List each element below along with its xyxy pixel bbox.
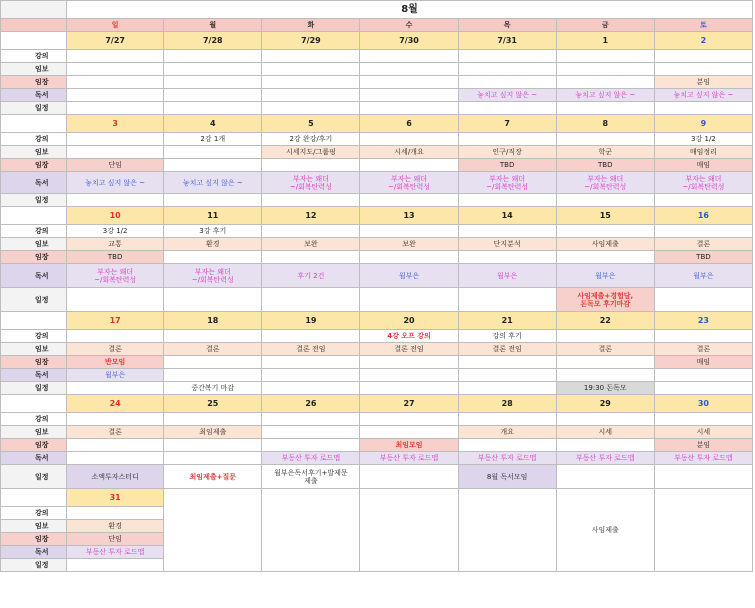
cell[interactable] — [67, 439, 164, 452]
row-label-lecture: 강의 — [1, 413, 67, 426]
cell-line: ~/회복탄력성 — [387, 182, 431, 191]
cell[interactable] — [360, 102, 458, 115]
cell[interactable] — [164, 264, 262, 288]
cell[interactable] — [360, 369, 458, 382]
cell[interactable] — [556, 465, 654, 489]
date-cell: 30 — [654, 395, 752, 413]
date-cell: 28 — [458, 395, 556, 413]
date-cell: 31 — [67, 489, 164, 507]
cell[interactable] — [556, 439, 654, 452]
cell[interactable] — [556, 330, 654, 343]
cell[interactable] — [458, 194, 556, 207]
cell[interactable] — [654, 382, 752, 395]
cell[interactable] — [360, 356, 458, 369]
cell[interactable] — [262, 194, 360, 207]
cell[interactable] — [556, 172, 654, 194]
cell[interactable] — [556, 288, 654, 312]
corner-cell — [1, 19, 67, 32]
cell[interactable] — [360, 63, 458, 76]
cell[interactable] — [458, 489, 556, 572]
week-label — [1, 489, 67, 507]
row-label-report: 임보 — [1, 343, 67, 356]
cell[interactable] — [360, 465, 458, 489]
cell[interactable] — [164, 369, 262, 382]
cell[interactable] — [458, 225, 556, 238]
row-label-report: 임보 — [1, 520, 67, 533]
cell[interactable] — [458, 76, 556, 89]
cell[interactable] — [67, 452, 164, 465]
cell[interactable] — [262, 225, 360, 238]
row-label-report: 임보 — [1, 426, 67, 439]
cell[interactable]: 결론 — [654, 238, 752, 251]
date-cell: 24 — [67, 395, 164, 413]
weekday-mon: 월 — [164, 19, 262, 32]
cell-line: ~/회복탄력성 — [289, 182, 332, 191]
cell[interactable] — [556, 102, 654, 115]
date-cell: 1 — [556, 32, 654, 50]
row-label-imjang: 임장 — [1, 439, 67, 452]
row-label-lecture: 강의 — [1, 50, 67, 63]
cell[interactable] — [360, 50, 458, 63]
cell[interactable] — [262, 382, 360, 395]
date-cell: 22 — [556, 312, 654, 330]
cell[interactable]: 월부은 — [458, 264, 556, 288]
cell[interactable] — [654, 50, 752, 63]
row-label-lecture: 강의 — [1, 330, 67, 343]
row-label-report: 임보 — [1, 63, 67, 76]
cell[interactable] — [458, 251, 556, 264]
cell[interactable]: 놓치고 싶지 않은 ~ — [556, 89, 654, 102]
cell[interactable] — [164, 330, 262, 343]
corner-cell — [1, 1, 67, 19]
row-label-lecture: 강의 — [1, 225, 67, 238]
cell[interactable] — [654, 225, 752, 238]
cell[interactable] — [654, 369, 752, 382]
cell[interactable] — [262, 251, 360, 264]
cell[interactable] — [458, 369, 556, 382]
cell[interactable] — [556, 133, 654, 146]
date-cell: 21 — [458, 312, 556, 330]
cell[interactable] — [67, 102, 164, 115]
cell[interactable]: 중간복기 마감 — [164, 382, 262, 395]
row-label-reading: 독서 — [1, 89, 67, 102]
cell[interactable]: 시세 — [654, 426, 752, 439]
week-label — [1, 312, 67, 330]
cell[interactable] — [67, 76, 164, 89]
weekday-fri: 금 — [556, 19, 654, 32]
cell[interactable] — [262, 465, 360, 489]
cell[interactable]: 개요 — [458, 426, 556, 439]
cell[interactable]: 월부은 — [360, 264, 458, 288]
cell[interactable] — [556, 356, 654, 369]
cell[interactable]: 학군 — [556, 146, 654, 159]
cell[interactable]: 부동산 투자 로드맵 — [458, 452, 556, 465]
month-title: 8월 — [67, 1, 753, 19]
cell[interactable]: 분임 — [654, 439, 752, 452]
cell-line: 부자는 왜더 — [685, 174, 722, 183]
cell[interactable]: 매임 — [654, 356, 752, 369]
cell[interactable] — [654, 194, 752, 207]
row-label-imjang: 임장 — [1, 356, 67, 369]
cell[interactable]: TBD — [556, 159, 654, 172]
cell[interactable] — [360, 76, 458, 89]
cell[interactable] — [458, 382, 556, 395]
cell[interactable] — [262, 288, 360, 312]
row-label-reading: 독서 — [1, 172, 67, 194]
cell[interactable]: 최임제출 — [164, 426, 262, 439]
cell[interactable]: TBD — [458, 159, 556, 172]
cell-line: ~/회복탄력성 — [94, 275, 137, 284]
cell[interactable] — [360, 251, 458, 264]
row-label-imjang: 임장 — [1, 251, 67, 264]
cell[interactable] — [262, 89, 360, 102]
cell-line: ~/회복탄력성 — [584, 182, 627, 191]
date-cell: 6 — [360, 115, 458, 133]
cell[interactable] — [556, 413, 654, 426]
cell[interactable]: 강의 후기 — [458, 330, 556, 343]
date-cell: 2 — [654, 32, 752, 50]
cell[interactable]: 최임모임 — [360, 439, 458, 452]
cell[interactable]: 결론 — [164, 343, 262, 356]
cell-line: 부자는 왜더 — [194, 267, 231, 276]
cell[interactable]: 단임 — [67, 159, 164, 172]
cell[interactable] — [654, 489, 752, 572]
cell[interactable]: 결론 — [67, 343, 164, 356]
date-cell: 3 — [67, 115, 164, 133]
cell[interactable]: 환경 — [67, 520, 164, 533]
cell[interactable] — [458, 413, 556, 426]
cell[interactable] — [67, 63, 164, 76]
cell[interactable]: 시세지도/그룹핑 — [262, 146, 360, 159]
cell[interactable] — [67, 133, 164, 146]
cell[interactable] — [67, 50, 164, 63]
cell[interactable] — [360, 426, 458, 439]
row-label-imjang: 임장 — [1, 76, 67, 89]
date-cell: 7 — [458, 115, 556, 133]
date-cell: 19 — [262, 312, 360, 330]
cell[interactable] — [164, 159, 262, 172]
cell[interactable]: 월부은 — [654, 264, 752, 288]
date-cell: 13 — [360, 207, 458, 225]
cell[interactable]: 2강 완강/후기 — [262, 133, 360, 146]
cell[interactable] — [262, 489, 360, 572]
weekday-wed: 수 — [360, 19, 458, 32]
cell[interactable]: 결론 전임 — [360, 343, 458, 356]
date-cell: 7/28 — [164, 32, 262, 50]
row-label-schedule: 일정 — [1, 288, 67, 312]
cell[interactable] — [164, 413, 262, 426]
cell-line: ~/회복탄력성 — [191, 275, 234, 284]
cell[interactable]: 보완 — [262, 238, 360, 251]
cell[interactable] — [164, 489, 262, 572]
week-label — [1, 395, 67, 413]
cell[interactable] — [164, 76, 262, 89]
cell[interactable]: 단지분석 — [458, 238, 556, 251]
cell[interactable]: 8월 독서모임 — [458, 465, 556, 489]
cell[interactable] — [654, 288, 752, 312]
cell[interactable]: 분임 — [654, 76, 752, 89]
row-label-lecture: 강의 — [1, 507, 67, 520]
weekday-tue: 화 — [262, 19, 360, 32]
cell[interactable] — [360, 382, 458, 395]
cell[interactable] — [262, 369, 360, 382]
cell-line: ~/회복탄력성 — [486, 182, 529, 191]
cell[interactable]: 2강 1개 — [164, 133, 262, 146]
cell[interactable]: 월부은 — [67, 369, 164, 382]
cell[interactable]: 최임제출+질문 — [164, 465, 262, 489]
weekday-sat: 토 — [654, 19, 752, 32]
date-cell: 27 — [360, 395, 458, 413]
cell[interactable]: 부동산 투자 로드맵 — [262, 452, 360, 465]
cell-line: 월부은독서후기+발제문 — [274, 468, 348, 477]
cell[interactable] — [164, 452, 262, 465]
date-cell: 14 — [458, 207, 556, 225]
cell[interactable] — [654, 413, 752, 426]
weekday-sun: 일 — [67, 19, 164, 32]
cell[interactable] — [67, 146, 164, 159]
cell[interactable] — [164, 439, 262, 452]
cell[interactable] — [360, 489, 458, 572]
cell-line: ~/회복탄력성 — [682, 182, 725, 191]
cell[interactable]: 결론 — [556, 343, 654, 356]
cell[interactable] — [556, 76, 654, 89]
cell[interactable] — [556, 225, 654, 238]
cell-line: 제출 — [304, 476, 318, 485]
cell[interactable]: 인구/직장 — [458, 146, 556, 159]
cell[interactable] — [262, 330, 360, 343]
cell[interactable]: 교통 — [67, 238, 164, 251]
cell[interactable] — [67, 288, 164, 312]
cell[interactable]: 부동산 투자 로드맵 — [67, 546, 164, 559]
cell[interactable] — [67, 330, 164, 343]
date-cell: 29 — [556, 395, 654, 413]
row-label-schedule: 일정 — [1, 465, 67, 489]
cell[interactable] — [360, 133, 458, 146]
cell[interactable] — [458, 172, 556, 194]
row-label-schedule: 일정 — [1, 382, 67, 395]
cell[interactable] — [164, 288, 262, 312]
cell-line: 부자는 왜더 — [292, 174, 329, 183]
cell[interactable] — [262, 102, 360, 115]
cell[interactable] — [556, 251, 654, 264]
row-label-schedule: 일정 — [1, 194, 67, 207]
row-label-reading: 독서 — [1, 264, 67, 288]
cell[interactable] — [262, 159, 360, 172]
cell[interactable] — [458, 63, 556, 76]
cell[interactable]: 월부은 — [556, 264, 654, 288]
cell[interactable] — [262, 356, 360, 369]
date-cell: 4 — [164, 115, 262, 133]
cell[interactable]: 사임제출 — [556, 238, 654, 251]
date-cell: 18 — [164, 312, 262, 330]
cell[interactable]: 소액투자스터디 — [67, 465, 164, 489]
cell[interactable]: 후기 2건 — [262, 264, 360, 288]
cell[interactable] — [67, 264, 164, 288]
cell[interactable] — [360, 172, 458, 194]
cell[interactable] — [458, 288, 556, 312]
cell[interactable]: 놓치고 싶지 않은 ~ — [654, 89, 752, 102]
cell[interactable] — [360, 413, 458, 426]
cell[interactable]: 결론 전임 — [458, 343, 556, 356]
date-cell: 26 — [262, 395, 360, 413]
cell[interactable]: 3강 후기 — [164, 225, 262, 238]
cell[interactable] — [654, 330, 752, 343]
cell[interactable] — [164, 50, 262, 63]
cell[interactable]: 놓치고 싶지 않은 ~ — [458, 89, 556, 102]
cell[interactable]: 단임 — [67, 533, 164, 546]
cell-line: 부자는 왜더 — [390, 174, 428, 183]
cell-line: 부자는 왜더 — [587, 174, 624, 183]
row-label-schedule: 일정 — [1, 559, 67, 572]
date-cell: 16 — [654, 207, 752, 225]
cell[interactable]: 결론 — [654, 343, 752, 356]
date-cell: 7/31 — [458, 32, 556, 50]
cell[interactable] — [262, 426, 360, 439]
cell[interactable]: 놓치고 싶지 않은 ~ — [67, 172, 164, 194]
row-label-imjang: 임장 — [1, 159, 67, 172]
cell[interactable] — [360, 89, 458, 102]
cell[interactable]: 4강 오프 강의 — [360, 330, 458, 343]
cell[interactable] — [458, 102, 556, 115]
date-cell: 23 — [654, 312, 752, 330]
cell[interactable] — [67, 559, 164, 572]
row-label-report: 임보 — [1, 146, 67, 159]
cell[interactable]: 놓치고 싶지 않은 ~ — [164, 172, 262, 194]
cell-line: 사임제출+경험담, — [577, 291, 634, 300]
date-cell: 5 — [262, 115, 360, 133]
cell[interactable] — [654, 172, 752, 194]
cell[interactable] — [360, 225, 458, 238]
cell[interactable] — [360, 194, 458, 207]
date-cell: 25 — [164, 395, 262, 413]
cell[interactable] — [360, 159, 458, 172]
cell[interactable]: 부동산 투자 로드맵 — [360, 452, 458, 465]
cell[interactable]: 매임정리 — [654, 146, 752, 159]
cell[interactable] — [654, 63, 752, 76]
date-cell: 8 — [556, 115, 654, 133]
row-label-reading: 독서 — [1, 546, 67, 559]
cell[interactable] — [262, 76, 360, 89]
cell[interactable] — [262, 439, 360, 452]
cell[interactable] — [360, 288, 458, 312]
cell[interactable] — [556, 63, 654, 76]
row-label-lecture: 강의 — [1, 133, 67, 146]
row-label-report: 임보 — [1, 238, 67, 251]
cell[interactable] — [654, 102, 752, 115]
date-cell: 11 — [164, 207, 262, 225]
cell[interactable] — [556, 369, 654, 382]
date-cell: 7/30 — [360, 32, 458, 50]
week-label — [1, 32, 67, 50]
cell[interactable]: 부동산 투자 로드맵 — [654, 452, 752, 465]
row-label-reading: 독서 — [1, 452, 67, 465]
cell[interactable] — [164, 356, 262, 369]
cell[interactable] — [164, 194, 262, 207]
cell[interactable] — [67, 413, 164, 426]
cell[interactable] — [458, 356, 556, 369]
cell[interactable] — [556, 194, 654, 207]
cell[interactable]: 반모임 — [67, 356, 164, 369]
cell[interactable]: 사임제출 — [556, 489, 654, 572]
row-label-imjang: 임장 — [1, 533, 67, 546]
cell[interactable] — [458, 439, 556, 452]
cell[interactable]: 결론 — [67, 426, 164, 439]
weekday-thu: 목 — [458, 19, 556, 32]
cell[interactable]: 환경 — [164, 238, 262, 251]
cell[interactable]: TBD — [67, 251, 164, 264]
cell[interactable] — [654, 465, 752, 489]
cell[interactable]: 결론 전임 — [262, 343, 360, 356]
cell[interactable]: 매임 — [654, 159, 752, 172]
cell[interactable] — [67, 89, 164, 102]
cell[interactable]: TBD — [654, 251, 752, 264]
cell[interactable]: 3강 1/2 — [654, 133, 752, 146]
cell[interactable] — [262, 172, 360, 194]
cell[interactable]: 보완 — [360, 238, 458, 251]
cell[interactable]: 부동산 투자 로드맵 — [556, 452, 654, 465]
cell[interactable] — [262, 63, 360, 76]
cell[interactable]: 19:30 돈독모 — [556, 382, 654, 395]
row-label-schedule: 일정 — [1, 102, 67, 115]
cell[interactable] — [164, 102, 262, 115]
cell[interactable] — [458, 50, 556, 63]
date-cell: 7/27 — [67, 32, 164, 50]
cell[interactable] — [458, 133, 556, 146]
date-cell: 10 — [67, 207, 164, 225]
week-label — [1, 115, 67, 133]
date-cell: 7/29 — [262, 32, 360, 50]
cell[interactable] — [164, 146, 262, 159]
cell[interactable] — [164, 89, 262, 102]
cell-line: 부자는 왜더 — [97, 267, 134, 276]
cell-line: 부자는 왜더 — [489, 174, 526, 183]
cell-line: 돈독모 후기마감 — [580, 299, 631, 308]
cell[interactable] — [164, 63, 262, 76]
cell[interactable]: 3강 1/2 — [67, 225, 164, 238]
cell[interactable] — [262, 413, 360, 426]
cell[interactable] — [67, 382, 164, 395]
cell[interactable]: 시세/개요 — [360, 146, 458, 159]
cell[interactable] — [556, 50, 654, 63]
cell[interactable] — [164, 251, 262, 264]
date-cell: 12 — [262, 207, 360, 225]
week-label — [1, 207, 67, 225]
cell[interactable] — [67, 507, 164, 520]
cell[interactable]: 시세 — [556, 426, 654, 439]
row-label-reading: 독서 — [1, 369, 67, 382]
date-cell: 20 — [360, 312, 458, 330]
date-cell: 15 — [556, 207, 654, 225]
date-cell: 9 — [654, 115, 752, 133]
cell[interactable] — [67, 194, 164, 207]
date-cell: 17 — [67, 312, 164, 330]
cell[interactable] — [262, 50, 360, 63]
